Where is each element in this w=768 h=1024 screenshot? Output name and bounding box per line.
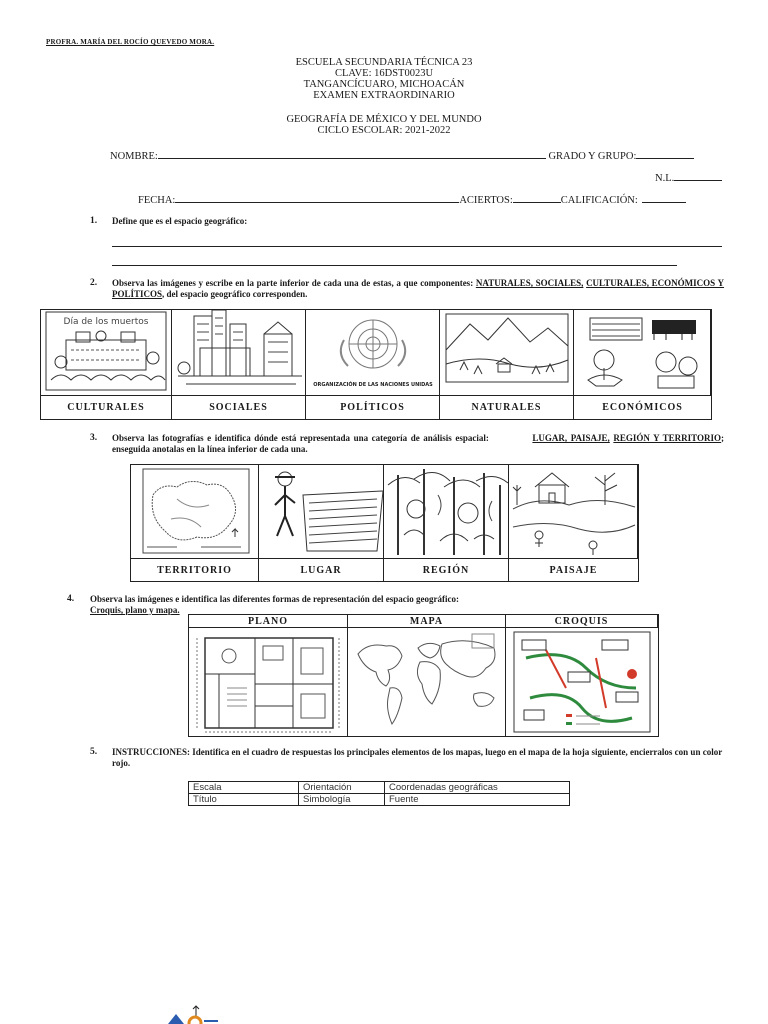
school-location: TANGANCÍCUARO, MICHOACÁN — [303, 79, 465, 90]
q4-label-mapa: MAPA — [348, 615, 506, 628]
q2-options-a: NATURALES, SOCIALES, — [475, 278, 584, 288]
q1-answer-line-2[interactable] — [112, 265, 677, 266]
q2-text-d: , del espacio geográfico corresponden. — [162, 289, 308, 299]
logo-partial — [162, 1004, 222, 1024]
table-cell: Título — [189, 794, 299, 806]
school-key: CLAVE: 16DST0023U — [334, 68, 434, 79]
map-elements-table — [188, 781, 570, 806]
q2-options-b: CULTURALES, ECONÓMICOS Y POLÍTICOS — [112, 278, 725, 299]
economic-activities-image — [574, 310, 711, 396]
list-number-field[interactable] — [655, 172, 722, 184]
teacher-name: PROFRA. MARÍA DEL ROCÍO QUEVEDO MORA. — [46, 38, 215, 46]
date-field[interactable] — [138, 194, 686, 206]
exam-type: EXAMEN EXTRAORDINARIO — [313, 90, 455, 101]
farmer-place-image — [259, 465, 384, 559]
croquis-sketch-image — [506, 628, 658, 736]
q2-label-1: CULTURALES — [41, 396, 172, 419]
q4-image-table — [188, 614, 659, 737]
q5-text — [112, 747, 724, 769]
q2-text-a: Observa las imágenes y escribe en la parte inferior de cada una de estas, a que componentes: — [112, 278, 474, 288]
q5-instructions-text: Identifica en el cuadro de respuestas los principales elementos de los mapas, luego en el mapa de la hoja siguiente, encierralos con un color rojo. — [112, 747, 723, 768]
q3-text-d: ; enseguida anotalas en la línea inferior de cada una. — [112, 433, 725, 454]
grade-line[interactable] — [636, 150, 694, 159]
q2-image-table — [40, 309, 712, 420]
list-number-line[interactable] — [674, 172, 722, 181]
table-row — [189, 794, 570, 806]
q5-number: 5. — [90, 747, 98, 757]
table-cell: Fuente — [385, 794, 570, 806]
united-nations-image — [306, 310, 440, 396]
table-cell: Orientación — [299, 782, 385, 794]
list-number-label: N.L. — [655, 173, 675, 184]
territory-map-image — [131, 465, 259, 559]
q4-label-plano: PLANO — [189, 615, 348, 628]
grade-label: GRADO Y GRUPO: — [548, 151, 637, 162]
q4-number: 4. — [67, 594, 75, 604]
table-cell: Simbología — [299, 794, 385, 806]
q3-options-b: REGIÓN Y TERRITORIO — [613, 433, 722, 443]
name-field[interactable] — [110, 150, 694, 162]
q3-text — [112, 433, 724, 455]
school-cycle: CICLO ESCOLAR: 2021-2022 — [317, 125, 451, 136]
grade-score-label: CALIFICACIÓN: — [560, 195, 638, 206]
q2-label-4: NATURALES — [440, 396, 574, 419]
q2-label-3: POLÍTICOS — [306, 396, 440, 419]
q3-number: 3. — [90, 433, 98, 443]
q4-options: Croquis, plano y mapa. — [90, 605, 180, 615]
q3-label-4: PAISAJE — [549, 564, 598, 576]
day-of-dead-caption: Día de los muertos — [63, 317, 149, 327]
q2-label-5: ECONÓMICOS — [602, 402, 683, 413]
subject-title: GEOGRAFÍA DE MÉXICO Y DEL MUNDO — [286, 114, 482, 125]
name-line[interactable] — [158, 150, 546, 159]
q2-text — [112, 278, 724, 300]
table-cell: Coordenadas geográficas — [385, 782, 570, 794]
forest-region-image — [384, 465, 509, 559]
snow-landscape-image — [509, 465, 638, 559]
q2-label-2: SOCIALES — [172, 396, 306, 419]
q3-options-a: LUGAR, PAISAJE, — [532, 433, 610, 443]
hits-label: ACIERTOS: — [459, 195, 513, 206]
table-cell: Escala — [189, 782, 299, 794]
q3-text-a: Observa las fotografías e identifica dónde está representada una categoría de análisis espacial: — [112, 433, 489, 443]
q2-number: 2. — [90, 278, 98, 288]
day-of-dead-image — [41, 310, 172, 396]
name-label: NOMBRE: — [110, 151, 158, 162]
q1-number: 1. — [90, 216, 98, 226]
date-label: FECHA: — [138, 195, 176, 206]
un-caption: ORGANIZACIÓN DE LAS NACIONES UNIDAS — [313, 382, 433, 388]
q1-text: Define que es el espacio geográfico: — [112, 216, 248, 226]
table-row — [189, 782, 570, 794]
grade-score-line[interactable] — [642, 194, 686, 203]
mountain-landscape-image — [440, 310, 574, 396]
q3-image-table — [130, 464, 639, 582]
floor-plan-image — [189, 628, 348, 736]
city-buildings-image — [172, 310, 306, 396]
q3-label-1: TERRITORIO — [131, 559, 259, 581]
hits-line[interactable] — [513, 194, 561, 203]
q5-instructions-label: INSTRUCCIONES: — [112, 747, 191, 757]
school-name: ESCUELA SECUNDARIA TÉCNICA 23 — [295, 57, 473, 68]
world-map-image — [348, 628, 506, 736]
q3-label-3: REGIÓN — [384, 559, 509, 581]
q1-answer-line-1[interactable] — [112, 246, 722, 247]
date-line[interactable] — [175, 194, 459, 203]
q4-label-croquis: CROQUIS — [506, 615, 658, 628]
q3-label-2: LUGAR — [259, 559, 384, 581]
q4-text: Observa las imágenes e identifica las diferentes formas de representación del espacio geográfico: — [90, 594, 459, 604]
